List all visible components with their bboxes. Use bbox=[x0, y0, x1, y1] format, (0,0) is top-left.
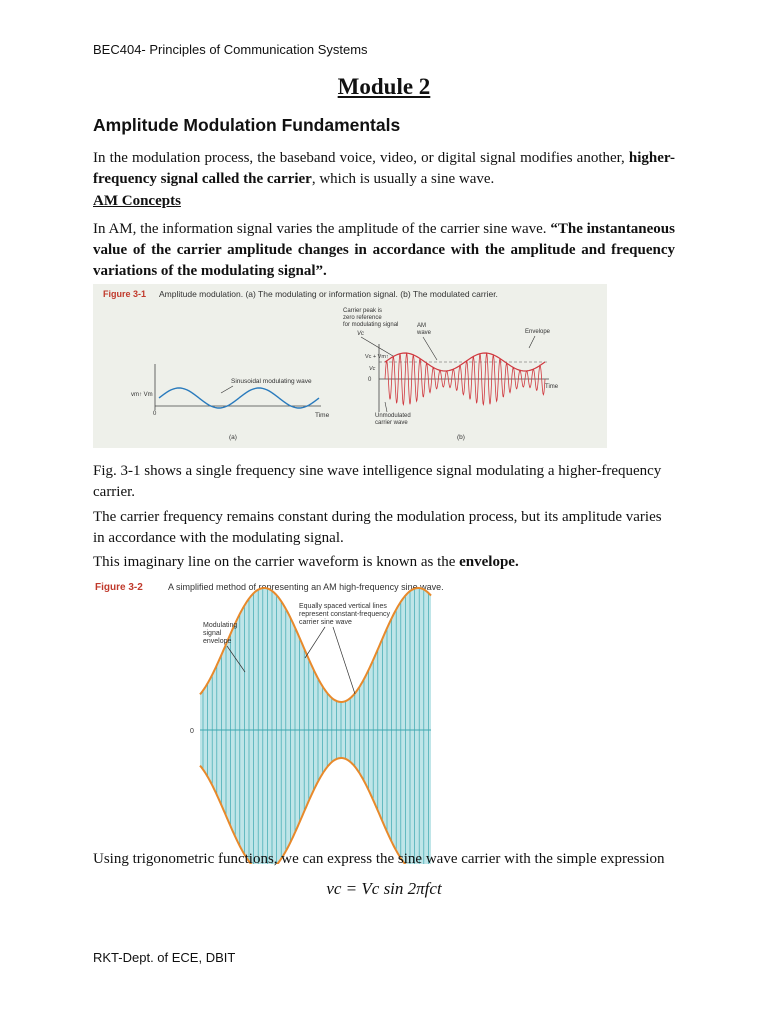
envelope-bold: envelope. bbox=[459, 554, 519, 570]
page-footer: RKT-Dept. of ECE, DBIT bbox=[93, 950, 236, 965]
figure1-caption: Amplitude modulation. (a) The modulating or information signal. (b) The modulated carrier. bbox=[159, 289, 498, 299]
panel-b-envelope: Envelope bbox=[525, 329, 551, 335]
intro-tail: , which is usually a sine wave. bbox=[311, 171, 495, 187]
panel-b-vc-small: Vc bbox=[369, 366, 376, 372]
panel-b-envelope-pointer bbox=[529, 336, 535, 348]
figure1-label: Figure 3-1 bbox=[103, 289, 147, 299]
am-bold-quote: “The instantaneous value of the carrier amplitude changes in accordance with the amplitude and frequency variations of the modulating signal”. bbox=[93, 221, 675, 279]
panel-a-wave-label: Sinusoidal modulating wave bbox=[231, 378, 312, 385]
env-label-1: Modulating bbox=[203, 622, 238, 629]
carrier-frequency-paragraph: The carrier frequency remains constant during the modulation process, but its amplitude varies in accordance with the modulating signal. bbox=[93, 509, 662, 546]
module-title: Module 2 bbox=[337, 74, 431, 99]
panel-b-vcvm: Vc + Vm↑ bbox=[365, 354, 389, 360]
panel-b-unmod-1: Unmodulated bbox=[375, 413, 411, 419]
panel-b-note-3: for modulating signal bbox=[343, 322, 399, 328]
panel-a-axis-label: vm↑ Vm bbox=[131, 392, 153, 398]
carrier-equation: vc = Vc sin 2πfct bbox=[326, 879, 442, 898]
panel-b-am-2: wave bbox=[417, 330, 432, 336]
lines-label-2: represent constant-frequency bbox=[299, 611, 391, 618]
trig-paragraph: Using trigonometric functions, we can express the sine wave carrier with the simple expression bbox=[93, 851, 665, 867]
figure2-caption: A simplified method of representing an AM high-frequency sine wave. bbox=[168, 582, 444, 592]
panel-b-zero: 0 bbox=[368, 377, 372, 383]
panel-b-unmod-pointer bbox=[385, 402, 387, 412]
panel-a-zero: 0 bbox=[153, 411, 157, 417]
panel-b-time-label: Time bbox=[545, 384, 559, 390]
figure-3-2-graphic bbox=[93, 574, 523, 864]
env-label-2: signal bbox=[203, 630, 222, 637]
panel-b-sub: (b) bbox=[457, 434, 465, 441]
panel-b-unmod-2: carrier wave bbox=[375, 420, 408, 426]
intro-bold: higher-frequency signal called the carrier bbox=[93, 150, 675, 187]
figure2-label: Figure 3-2 bbox=[95, 582, 143, 593]
intro-text: In the modulation process, the baseband voice, video, or digital signal modifies another, bbox=[93, 150, 629, 166]
figure2-zero: 0 bbox=[190, 728, 194, 735]
panel-a-wave-pointer bbox=[221, 386, 233, 393]
lines-label-1: Equally spaced vertical lines bbox=[299, 603, 387, 610]
am-text: In AM, the information signal varies the amplitude of the carrier sine wave. bbox=[93, 221, 551, 237]
lines-label-3: carrier sine wave bbox=[299, 619, 352, 626]
figure-3-1-graphic bbox=[93, 284, 607, 448]
panel-a-sub: (a) bbox=[229, 434, 237, 441]
fig-explanation-paragraph: Fig. 3-1 shows a single frequency sine wave intelligence signal modulating a higher-frequency carrier. bbox=[93, 463, 662, 500]
panel-b-am-1: AM bbox=[417, 323, 426, 329]
section-title: Amplitude Modulation Fundamentals bbox=[93, 115, 401, 135]
panel-b-note-2: zero reference bbox=[343, 315, 382, 321]
envelope-paragraph bbox=[93, 552, 675, 573]
modulating-wave bbox=[159, 388, 319, 408]
panel-a-time-label: Time bbox=[315, 412, 330, 419]
subheading-am-concepts: AM Concepts bbox=[93, 193, 181, 209]
figure-3-2 bbox=[93, 574, 523, 864]
lines-pointer-2 bbox=[333, 627, 355, 694]
page-header: BEC404- Principles of Communication Systems bbox=[93, 42, 368, 57]
panel-b-vc-label: Vc bbox=[357, 331, 365, 337]
envelope-text: This imaginary line on the carrier waveform is known as the bbox=[93, 554, 460, 570]
am-concepts-paragraph bbox=[93, 219, 675, 282]
figure-3-1 bbox=[93, 284, 607, 448]
lines-pointer-1 bbox=[305, 627, 325, 658]
panel-b-am-pointer bbox=[423, 337, 437, 360]
env-label-3: envelope bbox=[203, 638, 232, 645]
intro-paragraph bbox=[93, 148, 675, 190]
panel-b-note-1: Carrier peak is bbox=[343, 308, 383, 314]
